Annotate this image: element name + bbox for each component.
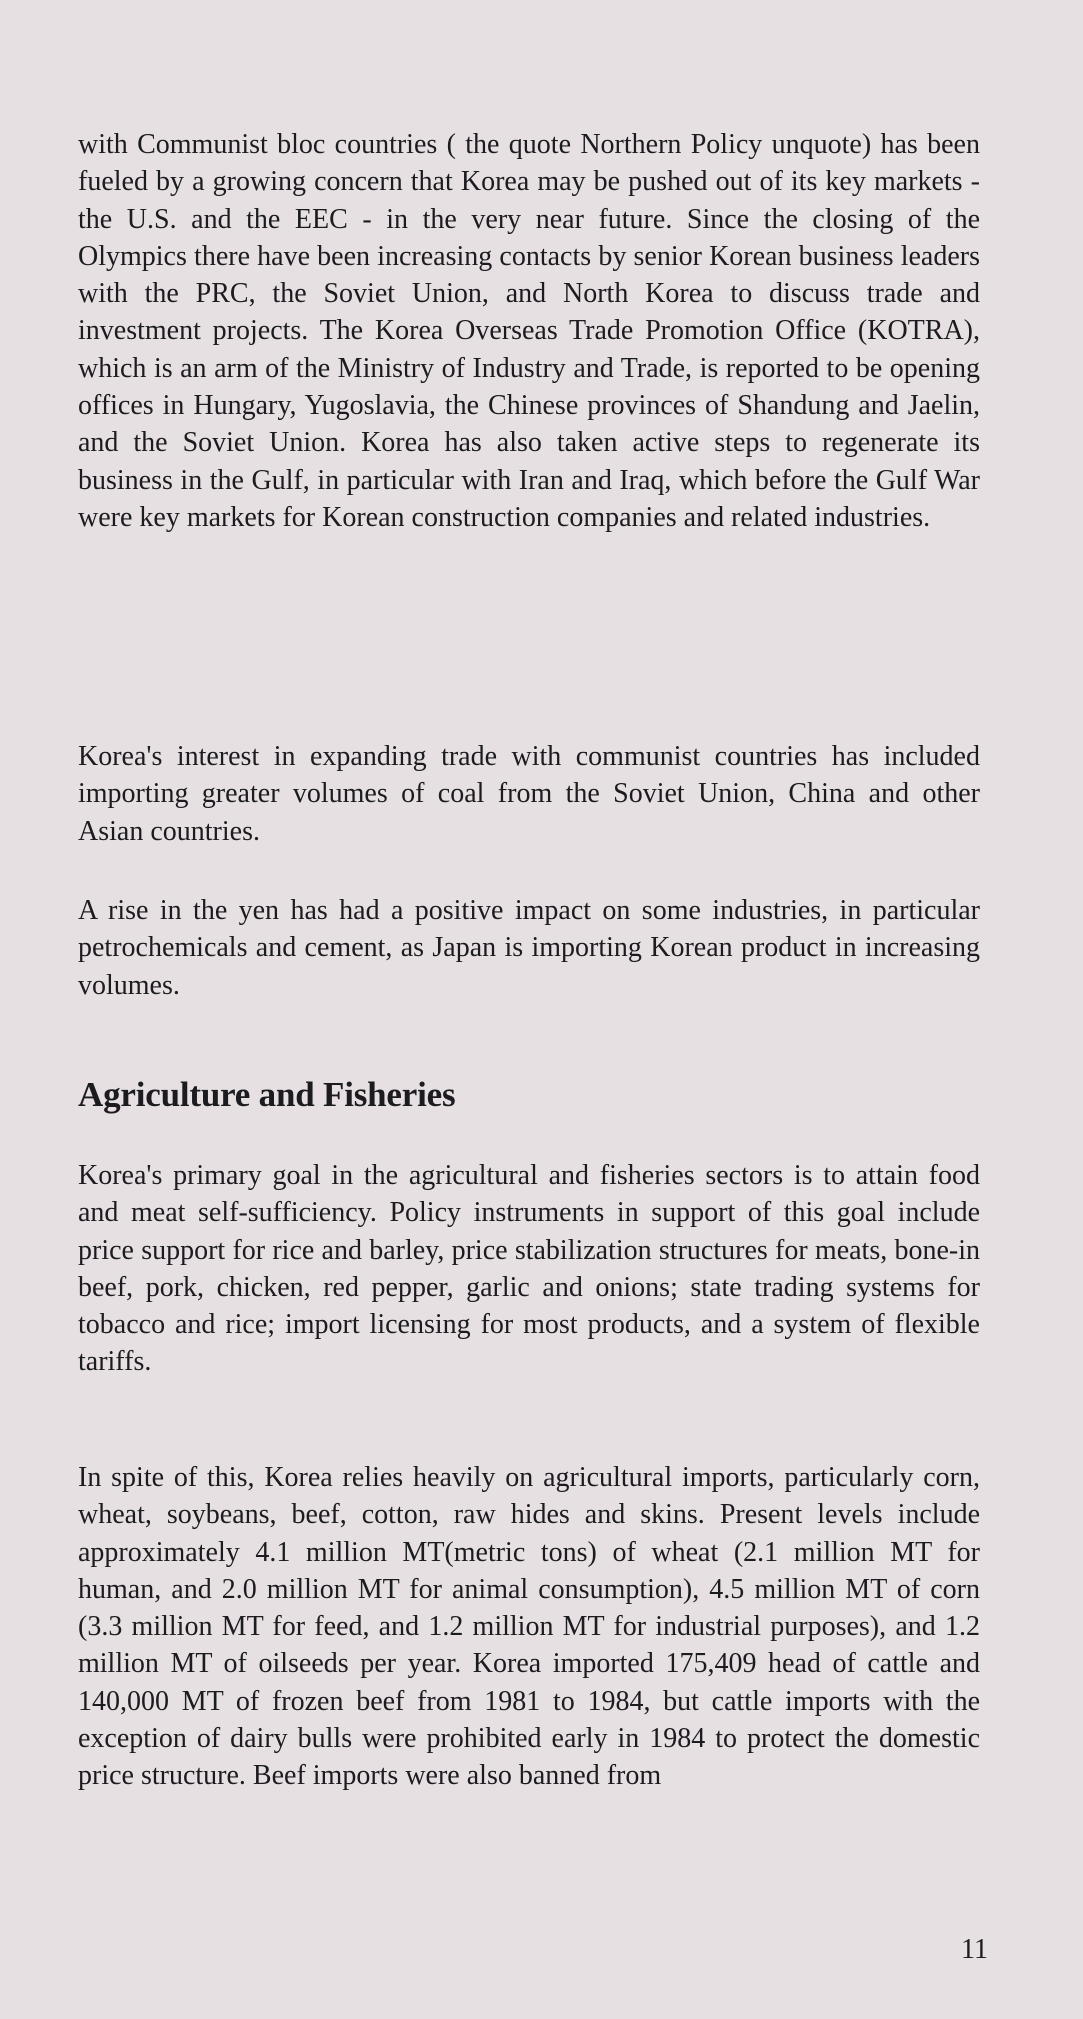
- paragraph-northern-policy: with Communist bloc countries ( the quote Northern Policy unquote) has been fueled by a growing concern that Korea may be pushed out of its key markets -the U.S. and the EEC - in the very near future. Since the closing of the Olympics there have been increasing contacts by senior Korean business leaders with the PRC, the Soviet Union, and North Korea to discuss trade and investment projects. The Korea Overseas Trade Promotion Office (KOTRA), which is an arm of the Ministry of Industry and Trade, is reported to be opening offices in Hungary, Yugoslavia, the Chinese provinces of Shandung and Jaelin, and the Soviet Union. Korea has also taken active steps to regenerate its business in the Gulf, in particular with Iran and Iraq, which before the Gulf War were key markets for Korean construction companies and related industries.: [78, 129, 980, 533]
- paragraph-communist-trade: Korea's interest in expanding trade with communist countries has included importing greater volumes of coal from the Soviet Union, China and other Asian countries.: [78, 741, 980, 847]
- page-number: 11: [961, 1934, 988, 1965]
- paragraph-self-sufficiency: Korea's primary goal in the agricultural and fisheries sectors is to attain food and meat self-sufficiency. Policy instruments in support of this goal include price support for rice and barley, price stabilization structures for meats, bone-in beef, pork, chicken, red pepper, garlic and onions; state trading systems for tobacco and rice; import licensing for most products, and a system of flexible tariffs.: [78, 1160, 980, 1378]
- section-heading: Agriculture and Fisheries: [78, 1075, 456, 1114]
- paragraph-agricultural-imports: In spite of this, Korea relies heavily on agricultural imports, particularly corn, wheat, soybeans, beef, cotton, raw hides and skins. Present levels include approximately 4.1 million MT(metric tons) of wheat (2.1 million MT for human, and 2.0 million MT for animal consumption), 4.5 million MT of corn (3.3 million MT for feed, and 1.2 million MT for industrial purposes), and 1.2 million MT of oilseeds per year. Korea imported 175,409 head of cattle and 140,000 MT of frozen beef from 1981 to 1984, but cattle imports with the exception of dairy bulls were prohibited early in 1984 to protect the domestic price structure. Beef imports were also banned from: [78, 1462, 980, 1792]
- paragraph-yen-rise: A rise in the yen has had a positive impact on some industries, in particular petrochemicals and cement, as Japan is importing Korean product in increasing volumes.: [78, 895, 980, 1001]
